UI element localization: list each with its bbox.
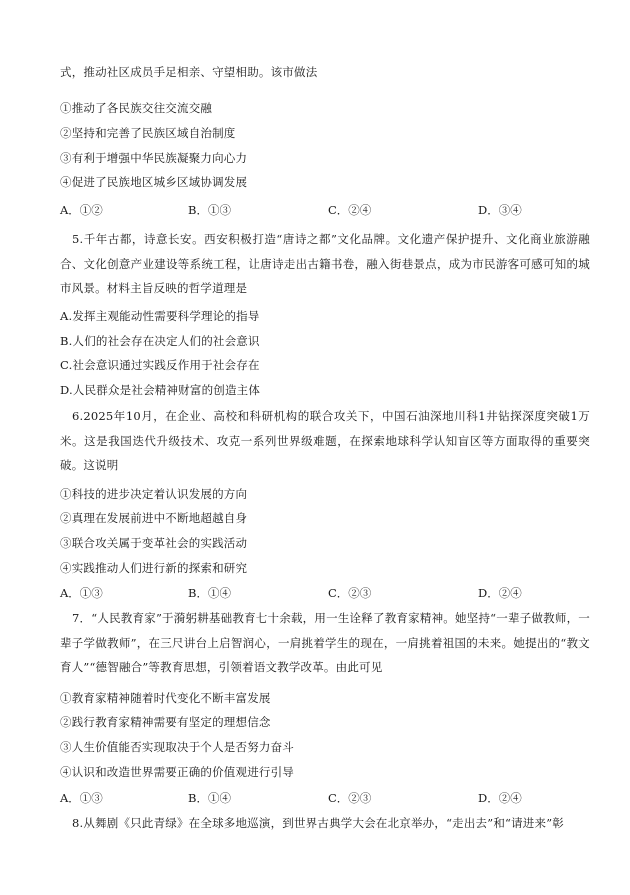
q4-option-1: ①推动了各民族交往交流交融: [60, 101, 213, 115]
q4-option-4: ④促进了民族地区城乡区域协调发展: [60, 175, 248, 189]
intro-line: 式，推动社区成员手足相亲、守望相助。该市做法: [60, 65, 318, 79]
q7-choice-c: C．②③: [328, 791, 372, 805]
q6-option-1: ①科技的进步决定着认识发展的方向: [60, 487, 248, 501]
q5-option-c: C.社会意识通过实践反作用于社会存在: [60, 358, 260, 372]
q6-choices: [60, 585, 560, 601]
q6-choice-a: A．①③: [60, 586, 103, 600]
q7-option-4: ④认识和改造世界需要正确的价值观进行引导: [60, 765, 294, 779]
q5-option-d: D.人民群众是社会精神财富的创造主体: [60, 383, 261, 397]
q4-choices: [60, 202, 560, 218]
q6-choice-d: D．②④: [478, 586, 522, 600]
q4-choice-a: A．①②: [60, 203, 103, 217]
q7-choice-d: D．②④: [478, 791, 522, 805]
q5-option-a: A.发挥主观能动性需要科学理论的指导: [60, 309, 260, 323]
q4-option-3: ③有利于增强中华民族凝聚力向心力: [60, 151, 248, 165]
q6-choice-c: C．②③: [328, 586, 372, 600]
q7-choices: [60, 790, 560, 806]
q6-choice-b: B．①④: [188, 586, 231, 600]
q5-stem: 5.千年古都，诗意长安。西安积极打造“唐诗之都”文化品牌。文化遗产保护提升、文化商业旅游融合、文化创意产业建设等系统工程，让唐诗走出古籍书卷，融入街巷景点，成为市民游客可感可知的城市风景。材料主旨反映的哲学道理是: [60, 232, 590, 295]
q7-option-2: ②践行教育家精神需要有坚定的理想信念: [60, 715, 271, 729]
q7-choice-b: B．①④: [188, 791, 231, 805]
q7-choice-a: A．①③: [60, 791, 103, 805]
q7-option-1: ①教育家精神随着时代变化不断丰富发展: [60, 691, 271, 705]
q6-stem: 6.2025年10月，在企业、高校和科研机构的联合攻关下，中国石油深地川科1井钻探深度突破1万米。这是我国迭代升级技术、攻克一系列世界级难题，在探索地球科学认知盲区等方面取得的重要突破。这说明: [60, 409, 590, 472]
q4-choice-d: D．③④: [478, 203, 522, 217]
q7-stem: 7．“人民教育家”于漪躬耕基础教育七十余载，用一生诠释了教育家精神。她坚持“一辈子做教师，一辈子学做教师”，在三尺讲台上启智润心，一肩挑着学生的现在，一肩挑着祖国的未来。她提出的“教文育人”“德智融合”等教育思想，引领着语文教学改革。由此可见: [60, 611, 590, 674]
q6-option-4: ④实践推动人们进行新的探索和研究: [60, 561, 248, 575]
q8-stem: 8.从舞剧《只此青绿》在全球多地巡演，到世界古典学大会在北京举办，“走出去”和“请进来”彰: [72, 816, 564, 830]
q7-option-3: ③人生价值能否实现取决于个人是否努力奋斗: [60, 740, 294, 754]
q6-option-2: ②真理在发展前进中不断地超越自身: [60, 511, 248, 525]
q5-option-b: B.人们的社会存在决定人们的社会意识: [60, 334, 260, 348]
q4-choice-b: B．①③: [188, 203, 231, 217]
q6-option-3: ③联合攻关属于变革社会的实践活动: [60, 536, 248, 550]
q4-choice-c: C．②④: [328, 203, 372, 217]
q4-option-2: ②坚持和完善了民族区域自治制度: [60, 126, 236, 140]
